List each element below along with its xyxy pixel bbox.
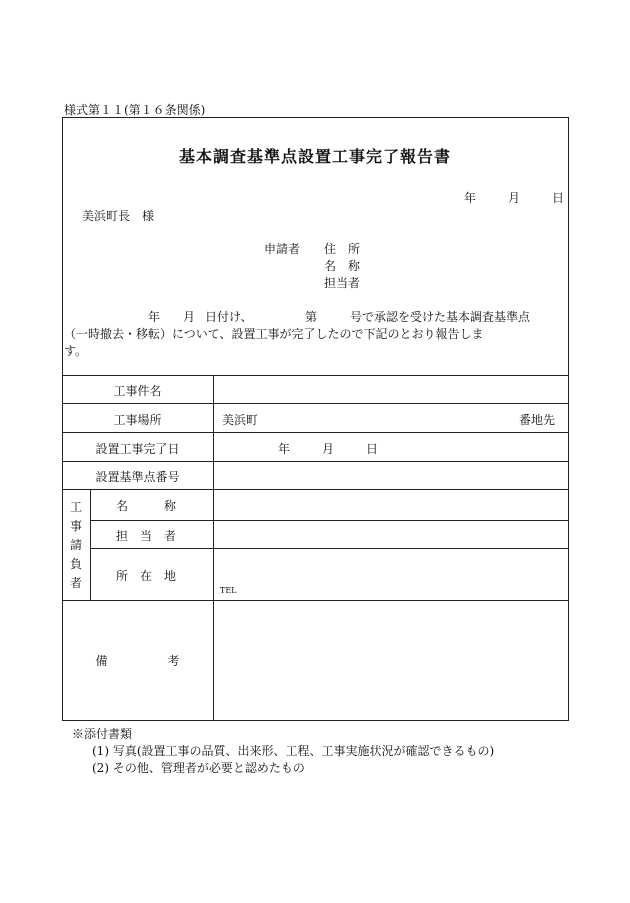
body-number-prefix: 第: [305, 310, 318, 324]
row-divider: [62, 489, 569, 490]
label-work-name: 工事件名: [113, 384, 162, 398]
body-month: 月: [183, 310, 196, 324]
body-line3: す。: [64, 344, 88, 358]
form-label: 様式第１１(第１６条関係): [64, 103, 206, 117]
applicant-address-label: 住 所: [324, 242, 361, 256]
table-top-border: [62, 375, 569, 376]
addressee: 美浜町長 様: [82, 209, 155, 223]
label-contractor-person: 担 当 者: [116, 529, 177, 543]
row-divider: [90, 520, 569, 521]
contractor-group-char: 者: [69, 576, 82, 590]
applicant-label: 申請者: [264, 242, 301, 256]
date-month-label: 月: [508, 191, 521, 205]
applicant-person-label: 担当者: [324, 276, 361, 290]
tel-label: TEL: [220, 586, 237, 595]
attachment-item: (2) その他、管理者が必要と認めたもの: [92, 761, 305, 775]
date-year-label: 年: [464, 191, 477, 205]
form-title: 基本調査基準点設置工事完了報告書: [178, 147, 451, 166]
column-divider: [90, 489, 91, 600]
site-town: 美浜町: [222, 413, 259, 427]
completion-month: 月: [322, 442, 335, 456]
row-divider: [62, 461, 569, 462]
row-divider: [62, 600, 569, 601]
row-divider: [90, 548, 569, 549]
site-suffix: 番地先: [519, 413, 556, 427]
contractor-group-char: 請: [69, 538, 82, 552]
applicant-name-label: 名 称: [324, 259, 361, 273]
completion-day: 日: [366, 442, 379, 456]
body-line1-rest: 号で承認を受けた基本調査基準点: [350, 310, 531, 324]
date-day-label: 日: [552, 191, 565, 205]
column-divider: [213, 375, 214, 721]
contractor-group-char: 負: [69, 557, 82, 571]
row-divider: [62, 403, 569, 404]
completion-year: 年: [278, 442, 291, 456]
contractor-group-char: 事: [69, 519, 82, 533]
label-completion-date: 設置工事完了日: [95, 442, 180, 456]
body-line2: （一時撤去・移転）について、設置工事が完了したので下記のとおり報告しま: [64, 327, 484, 341]
label-remarks: 備 考: [95, 654, 180, 668]
label-contractor-name: 名 称: [116, 499, 177, 513]
label-work-site: 工事場所: [113, 413, 162, 427]
row-divider: [62, 432, 569, 433]
attachments-title: ※添付書類: [72, 727, 133, 741]
label-contractor-address: 所 在 地: [116, 569, 177, 583]
label-point-number: 設置基準点番号: [95, 470, 180, 484]
body-day-suffix: 日付け、: [205, 310, 253, 324]
contractor-group-char: 工: [69, 500, 82, 514]
attachment-item: (1) 写真(設置工事の品質、出来形、工程、工事実施状況が確認できるもの): [92, 744, 495, 758]
body-year: 年: [148, 310, 161, 324]
